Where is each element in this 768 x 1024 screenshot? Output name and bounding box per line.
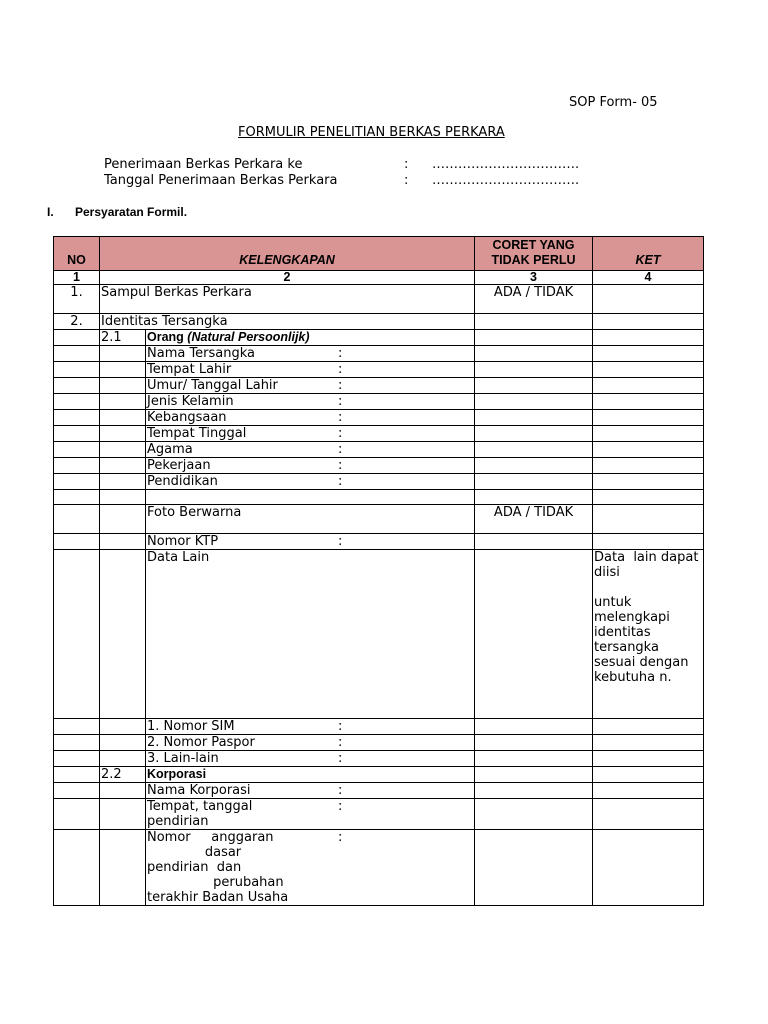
row-coret <box>475 550 593 719</box>
document-title: FORMULIR PENELITIAN BERKAS PERKARA <box>238 125 505 140</box>
field-colon: : <box>338 410 343 425</box>
field-label: 3. Lain-lain <box>147 751 219 766</box>
field-label: Nama Korporasi <box>147 783 251 798</box>
field-row <box>146 534 475 550</box>
table-row <box>54 410 704 426</box>
header-field-label: Tanggal Penerimaan Berkas Perkara <box>104 173 338 188</box>
row-item <box>146 330 475 346</box>
table-row <box>54 534 704 550</box>
field-label: Nomor anggaran dasar pendirian dan perubahan terakhir Badan Usaha <box>147 830 289 905</box>
field-row <box>146 378 475 394</box>
table-row <box>54 550 704 719</box>
table-row <box>54 314 704 330</box>
table-row <box>54 346 704 362</box>
table-row <box>54 783 704 799</box>
row-subnumber: 2.2 <box>100 767 146 783</box>
table-row <box>54 830 704 906</box>
field-row <box>146 394 475 410</box>
table-row <box>54 474 704 490</box>
field-colon: : <box>338 830 343 845</box>
section-title: Persyaratan Formil. <box>75 205 188 219</box>
row-number <box>54 330 100 346</box>
field-row <box>146 442 475 458</box>
row-coret <box>475 314 593 330</box>
field-label: Umur/ Tanggal Lahir <box>147 378 278 393</box>
header-field-value: ……………………………. <box>432 157 580 172</box>
table-row <box>54 330 704 346</box>
field-colon: : <box>338 799 343 814</box>
header-field-row <box>104 173 337 188</box>
field-label: 1. Nomor SIM <box>147 719 235 734</box>
row-subnumber: 2.1 <box>100 330 146 346</box>
field-label: Tempat Lahir <box>147 362 232 377</box>
table-row-empty <box>54 490 704 505</box>
field-colon: : <box>338 442 343 457</box>
table-row <box>54 799 704 830</box>
col-number: 3 <box>475 271 593 285</box>
col-number: 4 <box>593 271 704 285</box>
field-colon: : <box>338 719 343 734</box>
col-number: 2 <box>100 271 475 285</box>
field-label: Pendidikan <box>147 474 218 489</box>
row-item: Identitas Tersangka <box>100 314 475 330</box>
field-colon: : <box>338 534 343 549</box>
column-number-row <box>54 271 704 285</box>
field-row <box>146 830 475 906</box>
row-item-italic: (Natural Persoonlijk) <box>187 330 310 344</box>
row-ket <box>593 330 704 346</box>
header-field-sep: : <box>404 157 409 172</box>
section-heading <box>47 205 187 219</box>
field-row <box>146 719 475 735</box>
form-code: SOP Form- 05 <box>569 95 658 110</box>
field-label: Pekerjaan <box>147 458 211 473</box>
col-header-ket: KET <box>593 237 704 271</box>
table-row <box>54 767 704 783</box>
table-row <box>54 378 704 394</box>
row-ket-note: Data lain dapat diisi untuk melengkapi identitas tersangka sesuai dengan kebutuha n. <box>593 550 704 719</box>
col-number: 1 <box>54 271 100 285</box>
row-ket <box>593 505 704 534</box>
field-row <box>146 783 475 799</box>
row-item: Sampul Berkas Perkara <box>100 285 475 314</box>
field-label: Agama <box>147 442 193 457</box>
field-label: 2. Nomor Paspor <box>147 735 255 750</box>
row-coret <box>475 330 593 346</box>
field-row <box>146 410 475 426</box>
field-colon: : <box>338 735 343 750</box>
row-ket <box>593 285 704 314</box>
field-colon: : <box>338 751 343 766</box>
field-colon: : <box>338 378 343 393</box>
table-row <box>54 362 704 378</box>
table-row <box>54 442 704 458</box>
table-row <box>54 505 704 534</box>
field-colon: : <box>338 426 343 441</box>
table-row <box>54 751 704 767</box>
field-label: Tempat Tinggal <box>147 426 247 441</box>
field-row <box>146 474 475 490</box>
row-number: 2. <box>54 314 100 330</box>
col-header-coret: CORET YANG TIDAK PERLU <box>475 237 593 271</box>
field-colon: : <box>338 458 343 473</box>
table-row <box>54 719 704 735</box>
field-label: Nomor KTP <box>147 534 219 549</box>
row-coret: ADA / TIDAK <box>475 505 593 534</box>
field-row <box>146 346 475 362</box>
header-field-label: Penerimaan Berkas Perkara ke <box>104 157 303 172</box>
requirements-table <box>53 236 704 906</box>
field-label: Jenis Kelamin <box>147 394 234 409</box>
field-colon: : <box>338 474 343 489</box>
field-row <box>146 799 475 830</box>
header-field-row <box>104 157 302 172</box>
field-row <box>146 362 475 378</box>
row-number: 1. <box>54 285 100 314</box>
field-colon: : <box>338 346 343 361</box>
row-coret: ADA / TIDAK <box>475 285 593 314</box>
col-header-no: NO <box>54 237 100 271</box>
row-item-bold: Orang <box>147 330 184 344</box>
field-row <box>146 735 475 751</box>
table-row <box>54 458 704 474</box>
row-ket <box>593 314 704 330</box>
field-label: Tempat, tanggal pendirian <box>147 799 253 829</box>
table-row <box>54 426 704 442</box>
header-field-sep: : <box>404 173 409 188</box>
row-item: Foto Berwarna <box>146 505 475 534</box>
table-row <box>54 735 704 751</box>
section-number: I. <box>47 205 54 219</box>
field-row <box>146 426 475 442</box>
field-label: Nama Tersangka <box>147 346 256 361</box>
field-colon: : <box>338 783 343 798</box>
field-row <box>146 751 475 767</box>
field-colon: : <box>338 394 343 409</box>
table-row <box>54 285 704 314</box>
row-item: Korporasi <box>146 767 475 783</box>
col-header-kelengkapan: KELENGKAPAN <box>100 237 475 271</box>
header-field-value: ……………………………. <box>432 173 580 188</box>
table-header-row <box>54 237 704 271</box>
field-row <box>146 458 475 474</box>
row-item: Data Lain <box>146 550 475 719</box>
table-row <box>54 394 704 410</box>
field-colon: : <box>338 362 343 377</box>
field-label: Kebangsaan <box>147 410 227 425</box>
